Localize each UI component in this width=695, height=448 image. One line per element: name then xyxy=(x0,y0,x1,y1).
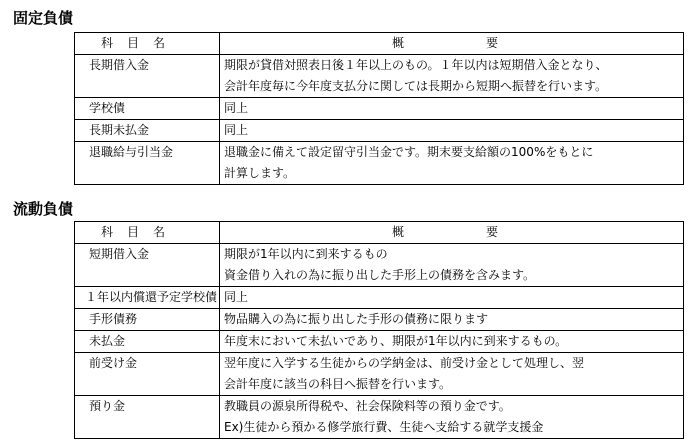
table-row xyxy=(75,353,684,396)
account-summary: 同上 xyxy=(220,120,684,142)
fixed-liabilities-table xyxy=(74,32,684,185)
account-name: 長期借入金 xyxy=(75,55,220,98)
table-row xyxy=(75,309,684,331)
table-row xyxy=(75,142,684,185)
account-name: 長期未払金 xyxy=(75,120,220,142)
fixed-liabilities-title: 固定負債 xyxy=(13,9,74,27)
account-name: 退職給与引当金 xyxy=(75,142,220,185)
account-name: 預り金 xyxy=(75,396,220,439)
table-header-row xyxy=(75,222,684,244)
account-summary: 退職金に備えて設定留守引当金です。期末要支給額の100%をもとに 計算します。 xyxy=(220,142,684,185)
account-name: 短期借入金 xyxy=(75,244,220,287)
account-name: 未払金 xyxy=(75,331,220,353)
table-row xyxy=(75,55,684,98)
account-summary: 同上 xyxy=(220,98,684,120)
column-header-summary: 概 要 xyxy=(220,33,684,55)
column-header-summary: 概 要 xyxy=(220,222,684,244)
account-name: １年以内償還予定学校債 xyxy=(75,287,220,309)
current-liabilities-table xyxy=(74,221,684,439)
account-summary: 同上 xyxy=(220,287,684,309)
account-summary: 期限が1年以内に到来するもの 資金借り入れの為に振り出した手形上の債務を含みます。 xyxy=(220,244,684,287)
table-header-row xyxy=(75,33,684,55)
table-row xyxy=(75,396,684,439)
table-row xyxy=(75,287,684,309)
column-header-account: 科 目 名 xyxy=(75,222,220,244)
table-row xyxy=(75,244,684,287)
column-header-account: 科 目 名 xyxy=(75,33,220,55)
table-row xyxy=(75,98,684,120)
table-row xyxy=(75,120,684,142)
account-summary: 翌年度に入学する生徒からの学納金は、前受け金として処理し、翌 会計年度に該当の科目へ振替を行います。 xyxy=(220,353,684,396)
account-summary: 教職員の源泉所得税や、社会保険料等の預り金です。 Ex)生徒から預かる修学旅行費、生徒へ支給する就学支援金 xyxy=(220,396,684,439)
account-name: 手形債務 xyxy=(75,309,220,331)
account-summary: 年度末において未払いであり、期限が1年以内に到来するもの。 xyxy=(220,331,684,353)
table-row xyxy=(75,331,684,353)
account-summary: 期限が貸借対照表日後１年以上のもの。１年以内は短期借入金となり、 会計年度毎に今年度支払分に関しては長期から短期へ振替を行います。 xyxy=(220,55,684,98)
current-liabilities-title: 流動負債 xyxy=(13,200,74,218)
account-name: 前受け金 xyxy=(75,353,220,396)
account-name: 学校債 xyxy=(75,98,220,120)
account-summary: 物品購入の為に振り出した手形の債務に限ります xyxy=(220,309,684,331)
